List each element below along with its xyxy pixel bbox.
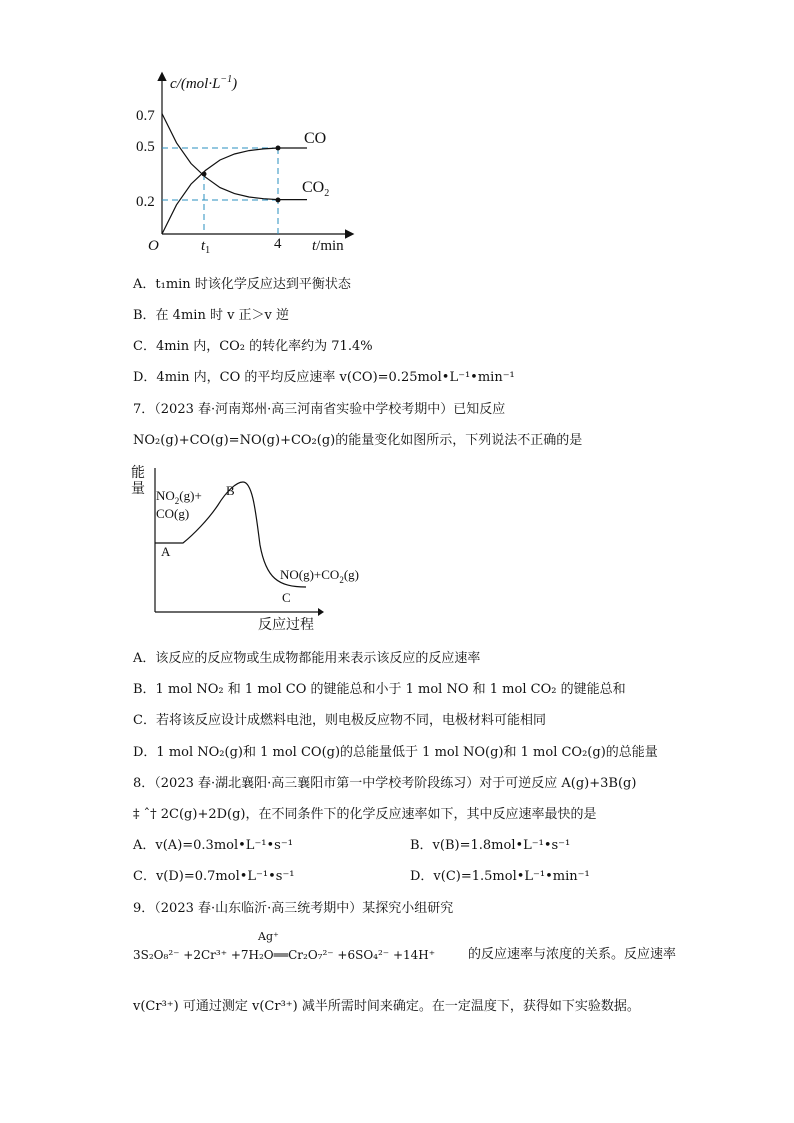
y-axis-label: $c/(mol\cdot L^{-1})$ — [170, 74, 238, 92]
reactant-label: CO(g) — [156, 506, 190, 521]
x-tick-label: 4 — [274, 236, 282, 252]
series-line-co2 — [162, 114, 307, 200]
y-axis-label: 能 — [131, 466, 145, 481]
intersection-point — [202, 172, 207, 177]
series-label-co: CO — [304, 130, 327, 147]
q7-option-b: B．1 mol NO₂ 和 1 mol CO 的键能总和小于 1 mol NO 和 1 mol CO₂ 的键能总和 — [133, 682, 626, 697]
y-axis-label: 量 — [131, 482, 145, 497]
q6-option-b: B．在 4min 时 v 正＞v 逆 — [133, 308, 290, 323]
q6-option-a: A．t₁min 时该化学反应达到平衡状态 — [133, 277, 351, 292]
q9-stem-line1: 9．（2023 春·山东临沂·高三统考期中）某探究小组研究 — [133, 901, 454, 916]
point-label-c: C — [282, 590, 291, 605]
y-tick-label: 0.7 — [136, 108, 155, 124]
reactant-label: $NO_2(g)+$ — [156, 488, 202, 506]
x-axis-arrow — [318, 608, 324, 616]
q7-option-c: C．若将该反应设计成燃料电池，则电极反应物不同，电极材料可能相同 — [133, 713, 546, 728]
x-tick-label: $t_1$ — [201, 238, 211, 256]
q8-stem-line1: 8．（2023 春·湖北襄阳·高三襄阳市第一中学校考阶段练习）对于可逆反应 A(g)+3B(g) — [133, 776, 637, 791]
q7-option-a: A．该反应的反应物或生成物都能用来表示该反应的反应速率 — [133, 651, 481, 666]
data-point-co — [276, 146, 281, 151]
concentration-time-chart — [120, 66, 370, 266]
series-label-co2: $CO_2$ — [302, 179, 330, 199]
q7-stem-line1: 7．（2023 春·河南郑州·高三河南省实验中学校考期中）已知反应 — [133, 402, 506, 417]
q9-equation-tail: 的反应速率与浓度的关系。反应速率 — [468, 947, 677, 962]
energy-diagram — [128, 460, 359, 635]
product-label: $NO(g)+CO_2(g)$ — [280, 567, 359, 585]
y-tick-label: 0.2 — [136, 194, 155, 210]
q7-stem-line2: NO₂(g)+CO(g)=NO(g)+CO₂(g)的能量变化如图所示，下列说法不正确的是 — [133, 433, 583, 448]
x-axis-label: t/min — [312, 238, 344, 254]
y-tick-label: 0.5 — [136, 139, 155, 155]
point-label-a: A — [161, 544, 171, 559]
q9-stem-line3: v(Cr³⁺) 可通过测定 v(Cr³⁺) 减半所需时间来确定。在一定温度下，获得如下实验数据。 — [133, 999, 640, 1014]
q8-option-d: D．v(C)=1.5mol•L⁻¹•min⁻¹ — [410, 869, 590, 884]
q7-option-d: D．1 mol NO₂(g)和 1 mol CO(g)的总能量低于 1 mol NO(g)和 1 mol CO₂(g)的总能量 — [133, 745, 658, 760]
origin-label: O — [148, 238, 159, 254]
q6-option-d: D．4min 内，CO 的平均反应速率 v(CO)=0.25mol•L⁻¹•min⁻¹ — [133, 370, 515, 385]
q8-option-a: A．v(A)=0.3mol•L⁻¹•s⁻¹ — [133, 838, 293, 853]
q8-stem-line2: ‡ ˆ† 2C(g)+2D(g)，在不同条件下的化学反应速率如下，其中反应速率最快的是 — [133, 807, 597, 822]
q8-option-b: B．v(B)=1.8mol•L⁻¹•s⁻¹ — [410, 838, 571, 853]
data-point-co2 — [276, 198, 281, 203]
q6-option-c: C．4min 内，CO₂ 的转化率约为 71.4% — [133, 339, 373, 354]
q9-catalyst: Ag⁺ — [258, 930, 279, 943]
q9-equation: 3S₂O₈²⁻ +2Cr³⁺ +7H₂O══Cr₂O₇²⁻ +6SO₄²⁻ +14H⁺ — [133, 948, 436, 962]
point-label-b: B — [226, 483, 235, 498]
series-line-co — [162, 148, 307, 234]
x-axis-label: 反应过程 — [258, 618, 314, 633]
q8-option-c: C．v(D)=0.7mol•L⁻¹•s⁻¹ — [133, 869, 295, 884]
